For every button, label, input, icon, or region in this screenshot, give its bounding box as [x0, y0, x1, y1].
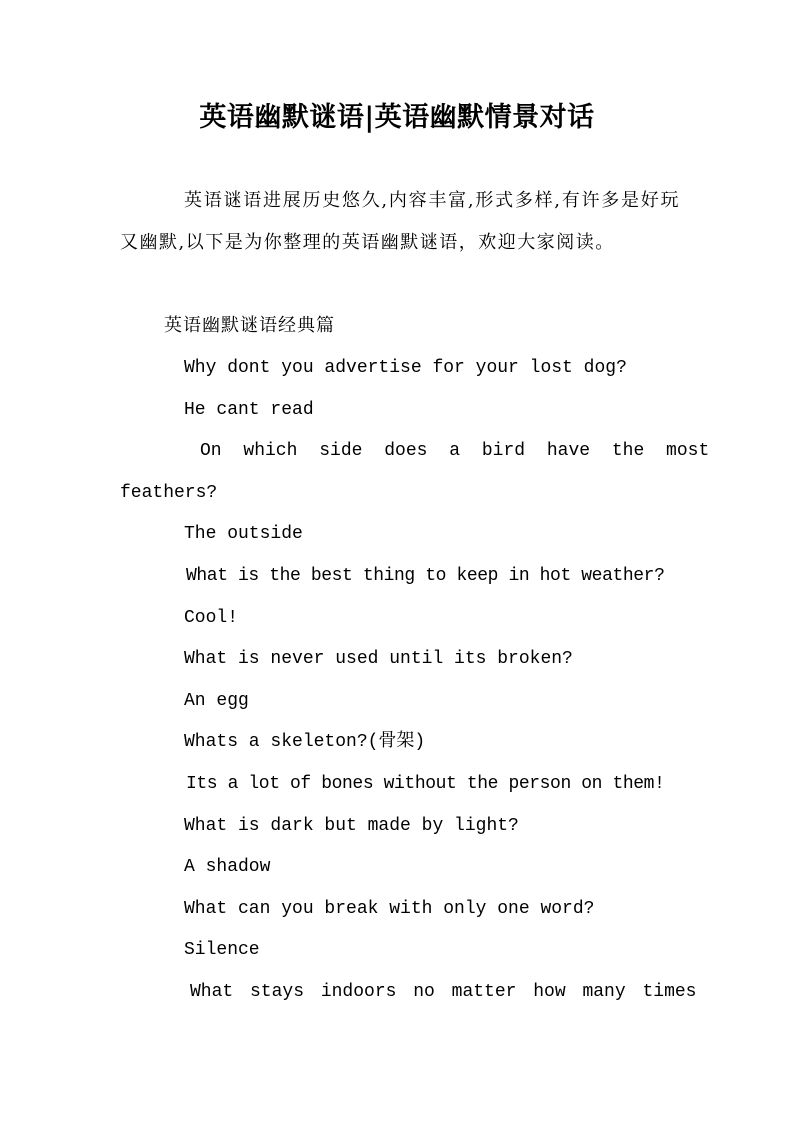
text-line-8: What is never used until its broken?: [184, 649, 573, 669]
text-line-6: What is the best thing to keep in hot weather?: [186, 566, 665, 586]
text-line-11: Its a lot of bones without the person on them!: [186, 774, 665, 794]
text-line-12: What is dark but made by light?: [184, 816, 519, 836]
intro-paragraph: 英语谜语进展历史悠久,内容丰富,形式多样,有许多是好玩又幽默,以下是为你整理的英语幽默谜语，欢迎大家阅读。: [120, 190, 680, 253]
text-line-4: feathers?: [120, 483, 218, 503]
text-line-9: An egg: [184, 691, 249, 711]
text-line-16: What stays indoors no matter how many times: [190, 982, 697, 1002]
text-line-1: Why dont you advertise for your lost dog?: [184, 358, 627, 378]
text-line-7: Cool!: [184, 608, 239, 628]
text-line-2: He cant read: [184, 400, 314, 420]
text-line-15: Silence: [184, 940, 260, 960]
text-line-14: What can you break with only one word?: [184, 899, 595, 919]
section-heading: 英语幽默谜语经典篇: [164, 315, 335, 336]
text-line-3: On which side does a bird have the most: [200, 441, 710, 461]
text-line-10: Whats a skeleton?(骨架): [184, 732, 426, 752]
text-line-13: A shadow: [184, 857, 271, 877]
page-title: 英语幽默谜语|英语幽默情景对话: [199, 102, 595, 133]
text-line-5: The outside: [184, 524, 303, 544]
